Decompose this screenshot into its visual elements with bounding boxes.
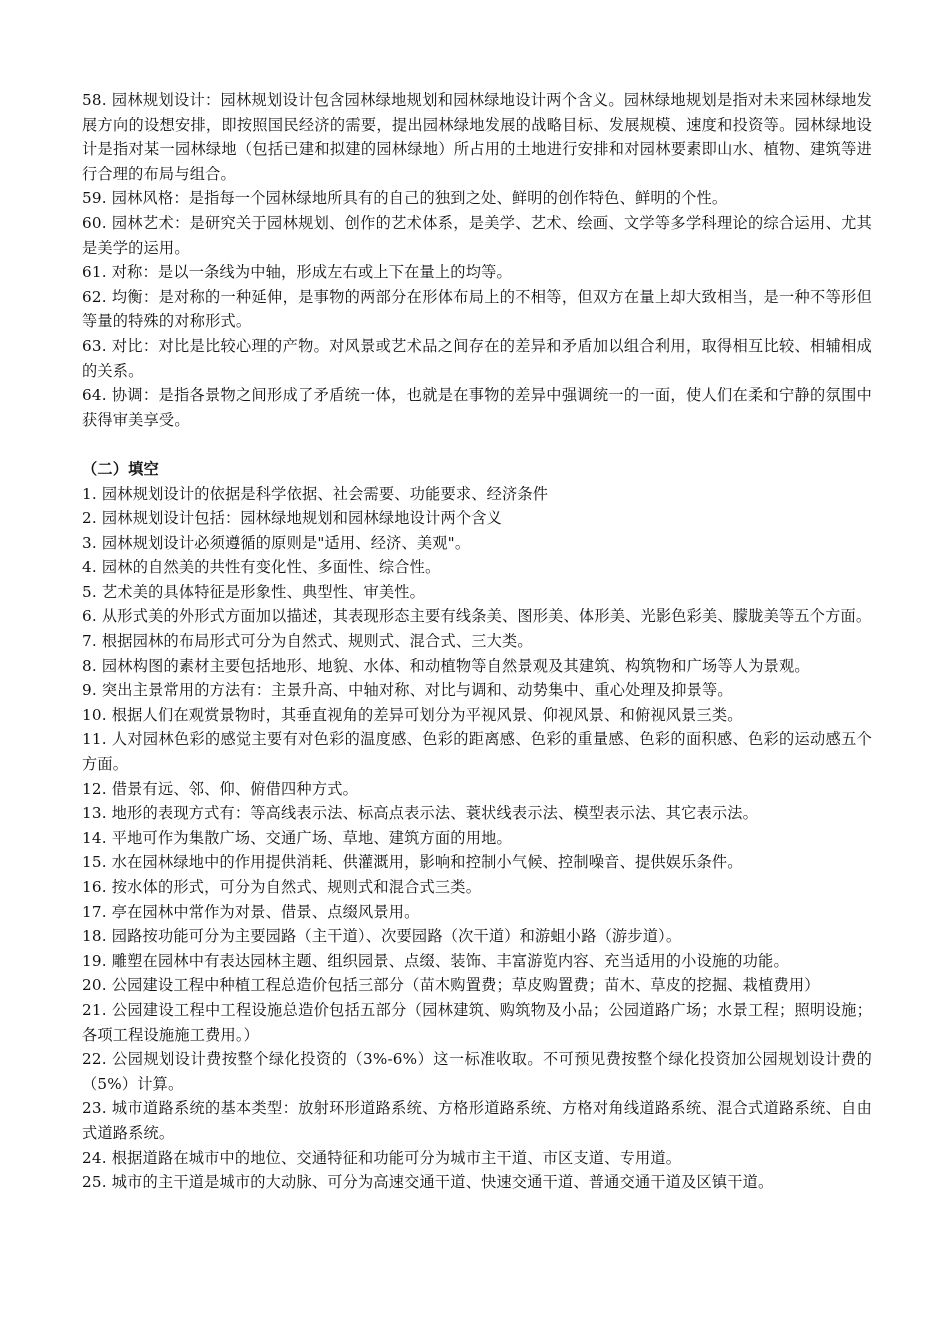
blank-line xyxy=(82,432,872,457)
fill-in-3: 3. 园林规划设计必须遵循的原则是"适用、经济、美观"。 xyxy=(82,533,471,552)
fill-in-13: 13. 地形的表现方式有：等高线表示法、标高点表示法、蓑状线表示法、模型表示法、其它表示法。 xyxy=(82,804,759,823)
fill-in-25: 25. 城市的主干道是城市的大动脉、可分为高速交通干道、快速交通干道、普通交通干道及区镇干道。 xyxy=(82,1173,774,1192)
fill-in-21: 21. 公园建设工程中工程设施总造价包括五部分（园林建筑、购筑物及小品；公园道路广场；水景工程；照明设施；各项工程设施施工费用。） xyxy=(82,1000,872,1044)
fill-in-22: 22. 公园规划设计费按整个绿化投资的（3%-6%）这一标准收取。不可预见费按整个绿化投资加公园规划设计费的（5%）计算。 xyxy=(82,1050,872,1093)
fill-in-12: 12. 借景有远、邻、仰、俯借四种方式。 xyxy=(82,779,358,798)
fill-in-8: 8. 园林构图的素材主要包括地形、地貌、水体、和动植物等自然景观及其建筑、构筑物和广场等人为景观。 xyxy=(82,656,810,675)
fill-in-6: 6. 从形式美的外形式方面加以描述，其表现形态主要有线条美、图形美、体形美、光影色彩美、朦胧美等五个方面。 xyxy=(82,607,872,626)
fill-in-16: 16. 按水体的形式，可分为自然式、规则式和混合式三类。 xyxy=(82,878,482,896)
definition-59: 59. 园林风格：是指每一个园林绿地所具有的自己的独到之处、鲜明的创作特色、鲜明的个性。 xyxy=(82,189,728,208)
definition-63: 63. 对比：对比是比较心理的产物。对风景或艺术品之间存在的差异和矛盾加以组合利用，取得相互比较、相辅相成的关系。 xyxy=(82,336,872,380)
fill-in-5: 5. 艺术美的具体特征是形象性、典型性、审美性。 xyxy=(82,582,426,601)
document-page xyxy=(82,88,872,1195)
fill-in-4: 4. 园林的自然美的共性有变化性、多面性、综合性。 xyxy=(82,558,441,577)
fill-in-20: 20. 公园建设工程中种植工程总造价包括三部分（苗木购置费；草皮购置费；苗木、草皮的挖掘、栽植费用） xyxy=(82,976,820,995)
fill-in-11: 11. 人对园林色彩的感觉主要有对色彩的温度感、色彩的距离感、色彩的重量感、色彩的面积感、色彩的运动感五个方面。 xyxy=(82,730,872,774)
definition-58: 58. 园林规划设计：园林规划设计包含园林绿地规划和园林绿地设计两个含义。园林绿地规划是指对未来园林绿地发展方向的设想安排，即按照国民经济的需要，提出园林绿地发展的战略目标、发展规模、速度和投资等。园林绿地设计是指对某一园林绿地（包括已建和拟建的园林绿地）所占用的土地进行安排和对园林要素即山水、植物、建筑等进行合理的布局与组合。 xyxy=(82,91,872,183)
fill-in-18: 18. 园路按功能可分为主要园路（主干道）、次要园路（次干道）和游蛆小路（游步道）。 xyxy=(82,927,682,946)
fill-in-14: 14. 平地可作为集散广场、交通广场、草地、建筑方面的用地。 xyxy=(82,828,512,847)
fill-in-17: 17. 亭在园林中常作为对景、借景、点缀风景用。 xyxy=(82,902,420,921)
fill-in-15: 15. 水在园林绿地中的作用提供消耗、供灌溉用，影响和控制小气候、控制噪音、提供娱乐条件。 xyxy=(82,853,743,872)
fill-in-19: 19. 雕塑在园林中有表达园林主题、组织园景、点缀、装饰、丰富游览内容、充当适用的小设施的功能。 xyxy=(82,951,789,970)
definition-61: 61. 对称：是以一条线为中轴，形成左右或上下在量上的均等。 xyxy=(82,263,512,282)
definition-60: 60. 园林艺术：是研究关于园林规划、创作的艺术体系，是美学、艺术、绘画、文学等多学科理论的综合运用、尤其是美学的运用。 xyxy=(82,213,872,257)
fill-in-7: 7. 根据园林的布局形式可分为自然式、规则式、混合式、三大类。 xyxy=(82,632,533,651)
fill-in-23: 23. 城市道路系统的基本类型：放射环形道路系统、方格形道路系统、方格对角线道路系统、混合式道路系统、自由式道路系统。 xyxy=(82,1099,872,1142)
fill-in-2: 2. 园林规划设计包括：园林绿地规划和园林绿地设计两个含义 xyxy=(82,509,502,528)
fill-in-10: 10. 根据人们在观赏景物时，其垂直视角的差异可划分为平视风景、仰视风景、和俯视风景三类。 xyxy=(82,705,743,724)
fill-in-9: 9. 突出主景常用的方法有：主景升高、中轴对称、对比与调和、动势集中、重心处理及抑景等。 xyxy=(82,681,733,700)
section-heading: （二）填空 xyxy=(82,459,159,478)
definition-62: 62. 均衡：是对称的一种延伸，是事物的两部分在形体布局上的不相等，但双方在量上却大致相当，是一种不等形但等量的特殊的对称形式。 xyxy=(82,287,872,331)
definition-64: 64. 协调：是指各景物之间形成了矛盾统一体，也就是在事物的差异中强调统一的一面，使人们在柔和宁静的氛围中获得审美享受。 xyxy=(82,386,872,429)
fill-in-24: 24. 根据道路在城市中的地位、交通特征和功能可分为城市主干道、市区支道、专用道。 xyxy=(82,1148,682,1167)
fill-in-1: 1. 园林规划设计的依据是科学依据、社会需要、功能要求、经济条件 xyxy=(82,484,549,503)
